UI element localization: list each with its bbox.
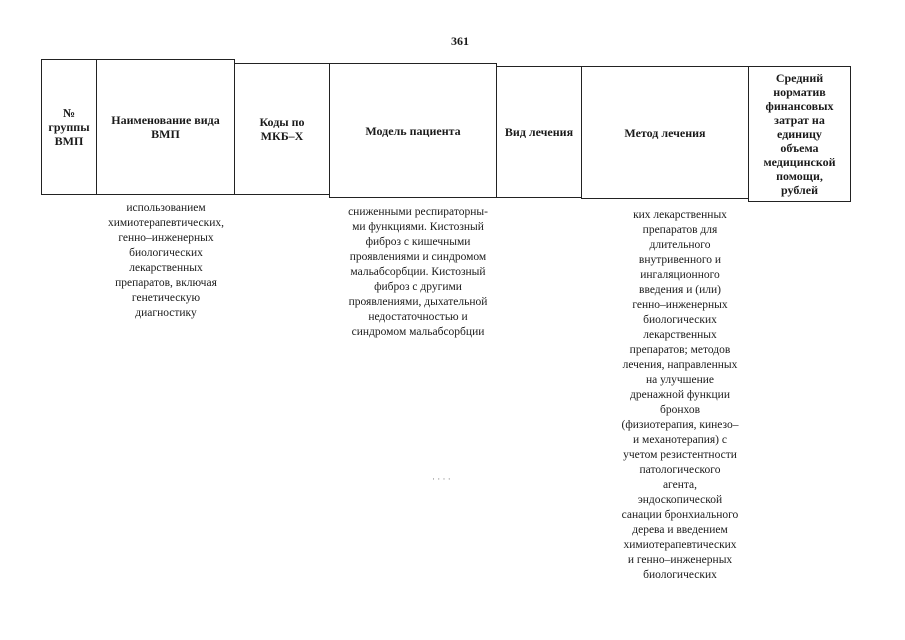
header-vmp-name: Наименование вида ВМП	[96, 59, 235, 195]
header-treatment-type: Вид лечения	[496, 66, 582, 198]
header-patient-model: Модель пациента	[329, 63, 497, 198]
header-treatment-method: Метод лечения	[581, 66, 749, 199]
cell-patient-model: сниженными респираторны- ми функциями. Кистозный фиброз с кишечными проявлениями и синдромом мальабсорбции. Кистозный фиброз с другими проявлениями, дыхательной недостаточностью и синдромом мальабсорбции	[348, 206, 488, 338]
header-average-cost: Средний норматив финансовых затрат на единицу объема медицинской помощи, рублей	[748, 66, 851, 202]
cell-treatment-method: ких лекарственных препаратов для длительного внутривенного и ингаляционного введения и (или) генно–инженерных биологических лекарственных препаратов; методов лечения, направленных на улучшение дренажной функции бронхов (физиотерапия, кинезо– и механотерапия) с учетом резистентности патологического агента, эндоскопической санации бронхиального дерева и введением химиотерапевтических и генно–инженерных биологических	[621, 209, 739, 581]
page-number: 361	[451, 34, 469, 48]
cell-vmp-name: использованием химиотерапевтических, генно–инженерных биологических лекарственных препаратов, включая генетическую диагностику	[108, 202, 224, 319]
header-group-number: № группы ВМП	[41, 59, 97, 195]
header-icd-codes: Коды по МКБ–Х	[234, 63, 330, 195]
scan-dots: · · · ·	[432, 474, 451, 484]
